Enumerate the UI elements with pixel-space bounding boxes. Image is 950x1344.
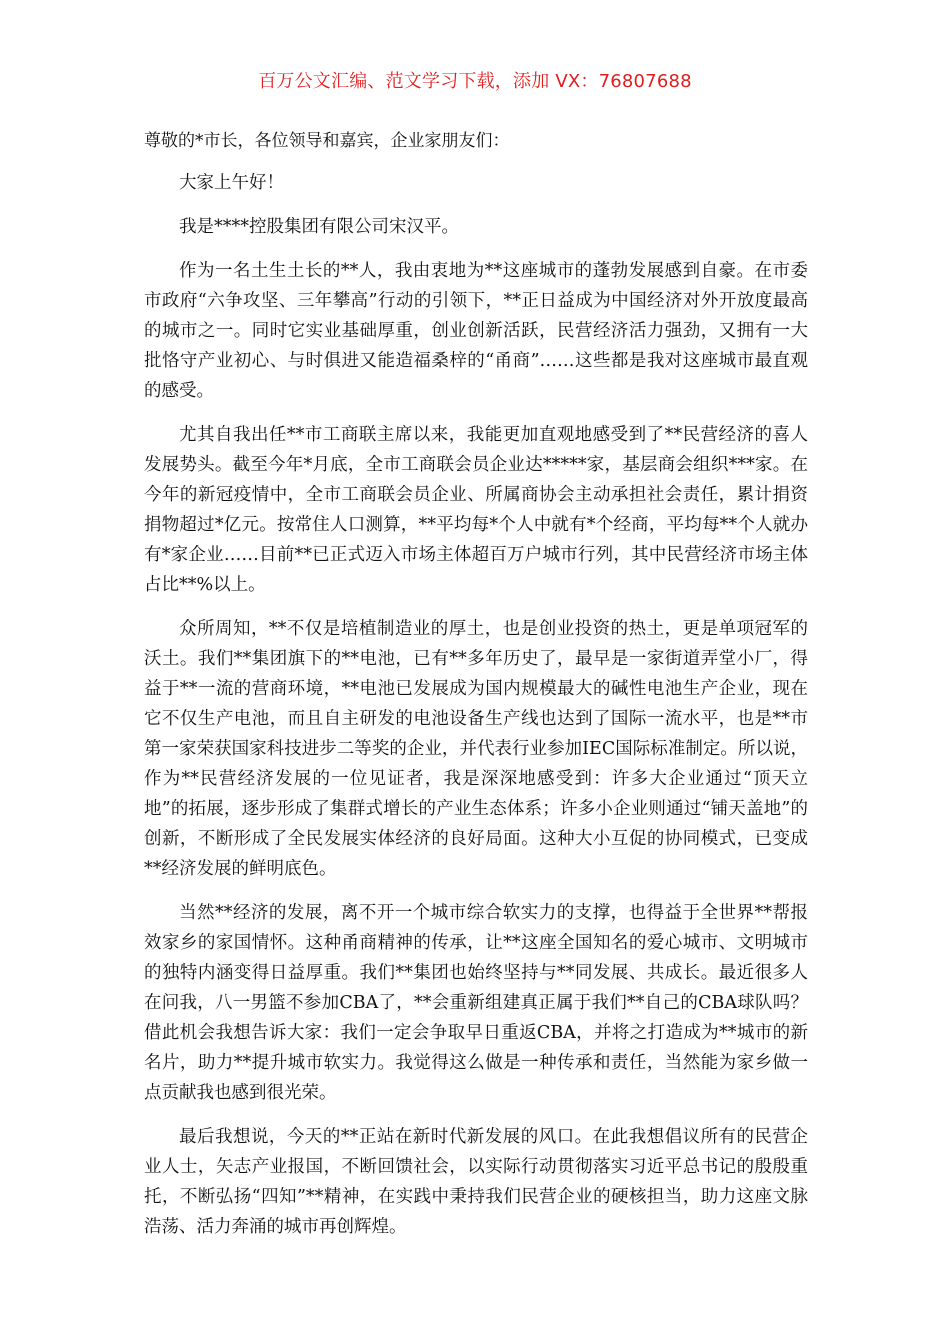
speech-body [144, 126, 808, 1256]
paragraph-greeting: 大家上午好！ [179, 173, 284, 193]
paragraph-city-pride: 作为一名土生土长的**人，我由衷地为**这座城市的蓬勃发展感到自豪。在市委市政府“六争攻坚、三年攀高”行动的引领下，**正日益成为中国经济对外开放度最高的城市之一。同时它实业基础厚重，创业创新活跃，民营经济活力强劲，又拥有一大批恪守产业初心、与时俱进又能造福桑梓的“甬商”……这些都是我对这座城市最直观的感受。 [144, 261, 808, 401]
paragraph-soft-power: 当然**经济的发展，离不开一个城市综合软实力的支撑，也得益于全世界**帮报效家乡的家国情怀。这种甬商精神的传承，让**这座全国知名的爱心城市、文明城市的独特内涵变得日益厚重。我们**集团也始终坚持与**同发展、共成长。最近很多人在问我，八一男篮不参加CBA了，**会重新组建真正属于我们**自己的CBA球队吗？借此机会我想告诉大家：我们一定会争取早日重返CBA，并将之打造成为**城市的新名片，助力**提升城市软实力。我觉得这么做是一种传承和责任，当然能为家乡做一点贡献我也感到很光荣。 [144, 903, 808, 1103]
paragraph-private-economy: 尤其自我出任**市工商联主席以来，我能更加直观地感受到了**民营经济的喜人发展势头。截至今年*月底，全市工商联会员企业达*****家，基层商会组织***家。在今年的新冠疫情中，全市工商联会员企业、所属商协会主动承担社会责任，累计捐资捐物超过*亿元。按常住人口测算，**平均每*个人中就有*个经商，平均每**个人就办有*家企业……目前**已正式迈入市场主体超百万户城市行列，其中民营经济市场主体占比**%以上。 [144, 425, 808, 595]
salutation: 尊敬的*市长，各位领导和嘉宾，企业家朋友们： [144, 131, 510, 151]
paragraph-closing: 最后我想说，今天的**正站在新时代新发展的风口。在此我想倡议所有的民营企业人士，矢志产业报国，不断回馈社会，以实际行动贯彻落实习近平总书记的殷殷重托，不断弘扬“四知”**精神，在实践中秉持我们民营企业的硬核担当，助力这座文脉浩荡、活力奔涌的城市再创辉煌。 [144, 1127, 808, 1237]
paragraph-introduction: 我是****控股集团有限公司宋汉平。 [179, 217, 459, 237]
watermark-header: 百万公文汇编、范文学习下载，添加 VX：76807688 [258, 71, 692, 92]
paragraph-manufacturing: 众所周知，**不仅是培植制造业的厚土，也是创业投资的热土，更是单项冠军的沃土。我们**集团旗下的**电池，已有**多年历史了，最早是一家街道弄堂小厂，得益于**一流的营商环境，**电池已发展成为国内规模最大的碱性电池生产企业，现在它不仅生产电池，而且自主研发的电池设备生产线也达到了国际一流水平，也是**市第一家荣获国家科技进步二等奖的企业，并代表行业参加IEC国际标准制定。所以说，作为**民营经济发展的一位见证者，我是深深地感受到：许多大企业通过“顶天立地”的拓展，逐步形成了集群式增长的产业生态体系；许多小企业则通过“铺天盖地”的创新，不断形成了全民发展实体经济的良好局面。这种大小互促的协同模式，已变成**经济发展的鲜明底色。 [144, 619, 808, 879]
